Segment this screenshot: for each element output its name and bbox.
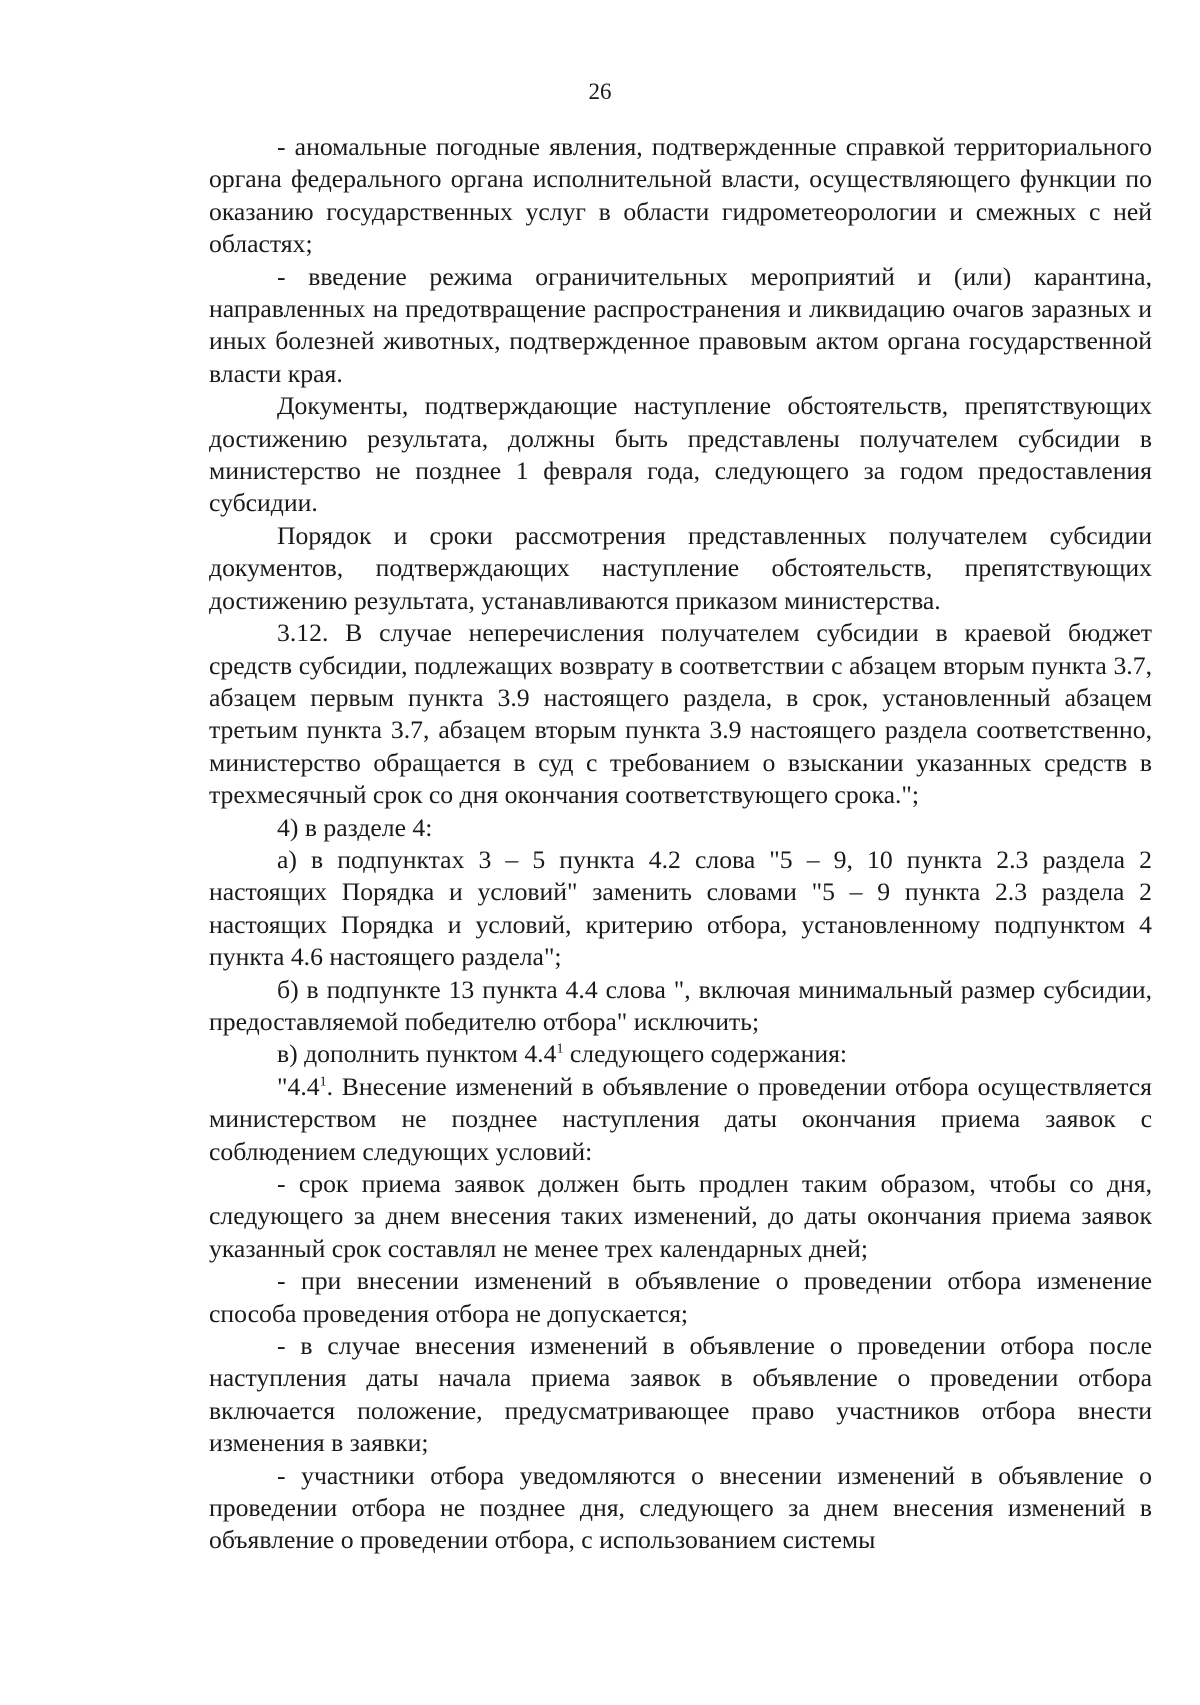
paragraph-section-4: 4) в разделе 4: bbox=[277, 812, 433, 842]
paragraph-item-b: б) в подпункте 13 пункта 4.4 слова ", включая минимальный размер субсидии, предоставляемой победителю отбора" исключить; bbox=[209, 974, 1152, 1036]
paragraph-procedure: Порядок и сроки рассмотрения представленных получателем субсидии документов, подтверждающих наступление обстоятельств, препятствующих достижению результата, устанавливаются приказом министерства. bbox=[209, 520, 1152, 615]
paragraph-deadline: - срок приема заявок должен быть продлен таким образом, чтобы со дня, следующего за днем внесения таких изменений, до даты окончания приема заявок указанный срок составлял не менее трех календарных дней; bbox=[209, 1169, 1152, 1263]
paragraph-quarantine: - введение режима ограничительных мероприятий и (или) карантина, направленных на предотвращение распространения и ликвидацию очагов заразных и иных болезней животных, подтвержденное правовым актом органа государственной власти края. bbox=[209, 261, 1152, 388]
paragraph-item-v: в) дополнить пунктом $4.4^1$ следующего содержания: bbox=[277, 1039, 848, 1069]
paragraph-4-4-1: "$4.4^1$. Внесение изменений в объявление о проведении отбора осуществляется министерством не позднее наступления даты окончания приема заявок с соблюдением следующих условий: bbox=[209, 1071, 1152, 1166]
paragraph-documents: Документы, подтверждающие наступление обстоятельств, препятствующих достижению результата, должны быть представлены получателем субсидии в министерство не позднее 1 февраля года, следующего за годом предоставления субсидии. bbox=[209, 391, 1152, 518]
paragraph-method: - при внесении изменений в объявление о проведении отбора изменение способа проведения отбора не допускается; bbox=[209, 1266, 1152, 1328]
paragraph-changes: - в случае внесения изменений в объявление о проведении отбора после наступления даты начала приема заявок в объявление о проведении отбора включается положение, предусматривающее право участников отбора внести изменения в заявки; bbox=[209, 1331, 1152, 1458]
page-number: 26 bbox=[588, 79, 612, 104]
paragraph-3-12: 3.12. В случае неперечисления получателем субсидии в краевой бюджет средств субсидии, подлежащих возврату в соответствии с абзацем вторым пункта 3.7, абзацем первым пункта 3.9 настоящего раздела, в срок, установленный абзацем третьим пункта 3.7, абзацем вторым пункта 3.9 настоящего раздела соответственно, министерство обращается в суд с требованием о взыскании указанных средств в трехмесячный срок со дня окончания соответствующего срока."; bbox=[209, 618, 1152, 810]
paragraph-item-a: а) в подпунктах 3 – 5 пункта 4.2 слова "5 – 9, 10 пункта 2.3 раздела 2 настоящих Порядка и условий" заменить словами "5 – 9 пункта 2.3 раздела 2 настоящих Порядка и условий, критерию отбора, установленному подпунктом 4 пункта 4.6 настоящего раздела"; bbox=[209, 844, 1152, 972]
document-body bbox=[209, 131, 1152, 1557]
paragraph-notification: - участники отбора уведомляются о внесении изменений в объявление о проведении отбора не позднее дня, следующего за днем внесения изменений в объявление о проведении отбора, с использованием системы bbox=[209, 1460, 1152, 1555]
paragraph-weather: - аномальные погодные явления, подтвержденные справкой территориального органа федерального органа исполнительной власти, осуществляющего функции по оказанию государственных услуг в области гидрометеорологии и смежных с ней областях; bbox=[209, 132, 1152, 259]
